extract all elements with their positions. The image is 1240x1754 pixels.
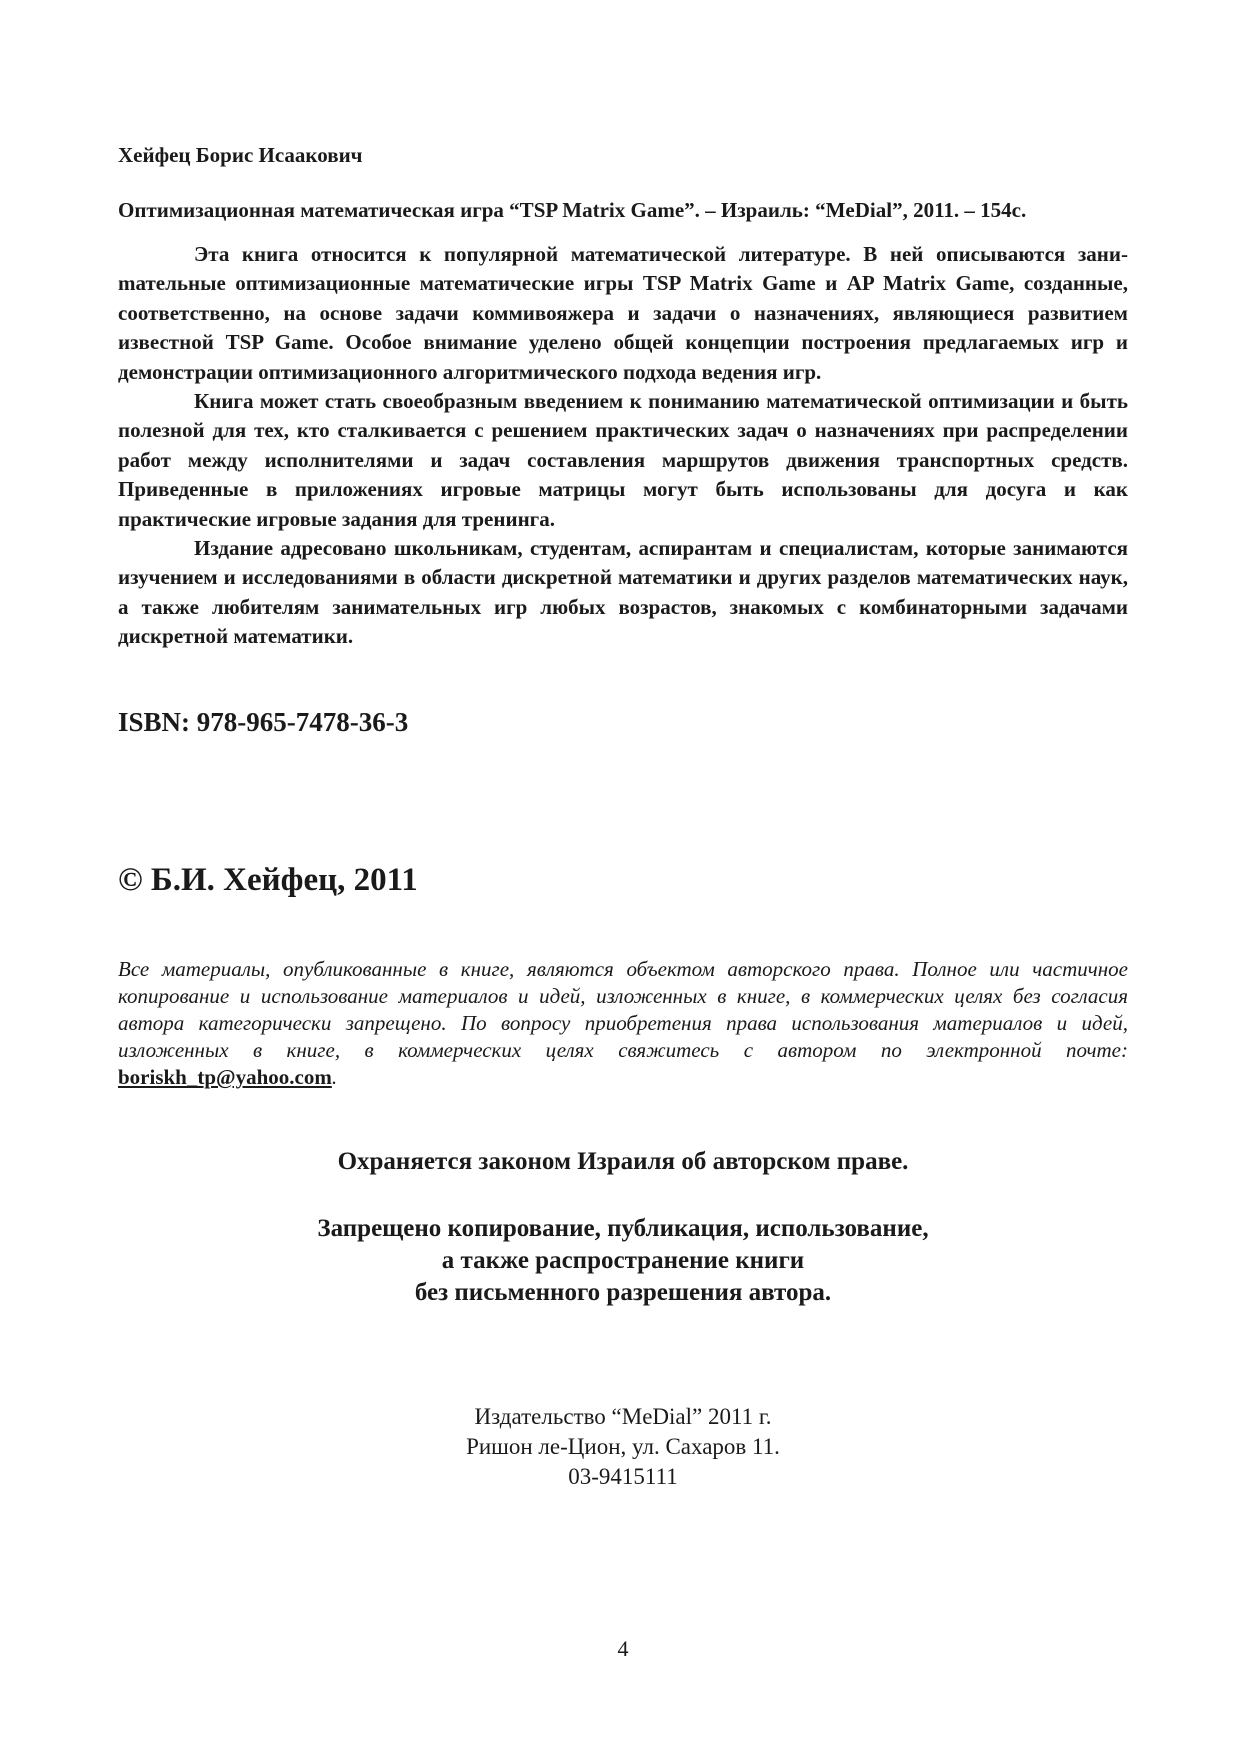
abstract-paragraph-1: Эта книга относится к популярной математической литературе. В ней описываются заниmательные оптимизационные математические игры TSP Matrix Game и AP Matrix Game, созданные, соответственно, на основе задачи коммивояжера и задачи о назначениях, являющиеся развитием известной TSP Game. Особое внимание уделено общей концепции построения предлагаемых игр и демонстрации оптимизационного алгоритмического подхода ведения игр. <box>118 242 1128 384</box>
author-email-link[interactable]: boriskh_tp@yahoo.com <box>118 1065 332 1089</box>
isbn: ISBN: 978-965-7478-36-3 <box>118 707 409 737</box>
publisher-name: Издательство “MeDial” 2011 г. <box>474 1404 772 1429</box>
law-notice: Охраняется законом Израиля об авторском праве. <box>337 1148 909 1175</box>
forbidden-line-1: Запрещено копирование, публикация, использование, <box>317 1215 929 1242</box>
publisher-phone: 03-9415111 <box>568 1464 678 1489</box>
copyright-notice-text: Все материалы, опубликованные в книге, являются объектом авторского права. Полное или частичное копирование и использование материалов и идей, изложенных в книге, в коммерческих целях без согласия автора категорически запрещено. По вопросу приобретения права использования материалов и идей, изложенных в книге, в коммерческих целях свяжитесь с автором по электронной почте: <box>118 957 1128 1062</box>
copyright-notice-end: . <box>331 1065 338 1089</box>
forbidden-notice <box>118 1213 1128 1309</box>
publisher-address: Ришон ле-Цион, ул. Сахаров 11. <box>466 1434 780 1459</box>
abstract-paragraph-2: Книга может стать своеобразным введением к пониманию математической оптимизации и быть полезной для тех, кто сталкивается с решением практических задач о назначениях при распределении работ между исполнителями и задач составления маршрутов движения транспортных средств. Приведенные в приложениях игровые матрицы могут быть использованы для досуга и как практические игровые задания для тренинга. <box>118 389 1128 531</box>
forbidden-line-2: а также распространение книги <box>441 1247 805 1274</box>
abstract-paragraph-3: Издание адресовано школьникам, студентам, аспирантам и специалистам, которые занимаются изучением и исследованиями в области дискретной математики и других разделов математических наук, а также любителям занимательных игр любых возрастов, знакомых с комбинаторными задачами дискретной математики. <box>118 536 1128 649</box>
forbidden-line-3: без письменного разрешения автора. <box>414 1279 832 1306</box>
abstract <box>118 240 1128 652</box>
copyright-notice <box>118 956 1128 1091</box>
copyright-line: © Б.И. Хейфец, 2011 <box>118 862 418 898</box>
author-name: Хейфец Борис Исаакович <box>118 143 363 167</box>
publisher-info <box>118 1402 1128 1492</box>
bibliographic-line: Оптимизационная математическая игра “TSP Matrix Game”. – Израиль: “MeDial”, 2011. – 154с. <box>118 198 1027 222</box>
page-number: 4 <box>617 1636 629 1661</box>
